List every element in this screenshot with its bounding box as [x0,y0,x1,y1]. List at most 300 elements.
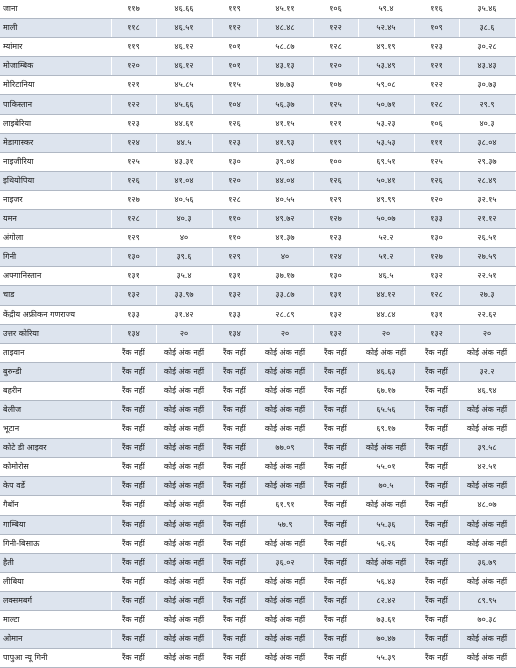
score-4-cell: ७०.३८ [459,611,515,630]
rank-1-cell: रैंक नहीं [111,553,156,572]
rank-2-cell: रैंक नहीं [212,343,257,362]
rank-3-cell: रैंक नहीं [313,343,358,362]
rank-3-cell: १२३ [313,229,358,248]
rank-1-cell: १३४ [111,324,156,343]
score-2-cell: कोई अंक नहीं [257,630,313,649]
score-3-cell: ४६.६३ [358,362,414,381]
rank-4-cell: ११६ [414,0,459,19]
rank-1-cell: १२२ [111,95,156,114]
rank-4-cell: १३२ [414,267,459,286]
country-name-cell: ओमान [0,630,111,649]
rank-2-cell: ११० [212,229,257,248]
score-2-cell: ५८.८७ [257,38,313,57]
rank-2-cell: १२६ [212,114,257,133]
country-name-cell: मेडागास्कर [0,133,111,152]
rank-1-cell: रैंक नहीं [111,591,156,610]
rank-1-cell: ११९ [111,38,156,57]
rank-3-cell: १३२ [313,324,358,343]
score-1-cell: कोई अंक नहीं [156,591,212,610]
rank-1-cell: १२१ [111,76,156,95]
score-1-cell: ४०.५६ [156,190,212,209]
rank-2-cell: ११५ [212,76,257,95]
table-row [0,458,515,477]
rank-2-cell: १३१ [212,267,257,286]
score-4-cell: ४२.५१ [459,458,515,477]
rank-2-cell: १२८ [212,190,257,209]
score-4-cell: २८.४९ [459,171,515,190]
rank-3-cell: १३० [313,267,358,286]
rank-2-cell: रैंक नहीं [212,362,257,381]
score-2-cell: ४० [257,248,313,267]
rank-3-cell: १३१ [313,286,358,305]
table-row [0,95,515,114]
rank-3-cell: १२१ [313,114,358,133]
score-2-cell: ३६.०२ [257,553,313,572]
score-1-cell: कोई अंक नहीं [156,515,212,534]
score-1-cell: ४६.१२ [156,38,212,57]
score-1-cell: ३५.४ [156,267,212,286]
rank-4-cell: १३३ [414,210,459,229]
rank-1-cell: रैंक नहीं [111,439,156,458]
rank-2-cell: रैंक नहीं [212,553,257,572]
country-name-cell: यमन [0,210,111,229]
country-name-cell: चाड [0,286,111,305]
score-3-cell: ८२.४२ [358,591,414,610]
country-name-cell: कोमोरोस [0,458,111,477]
score-2-cell: कोई अंक नहीं [257,458,313,477]
rank-2-cell: ११० [212,210,257,229]
score-2-cell: कोई अंक नहीं [257,381,313,400]
rank-3-cell: रैंक नहीं [313,591,358,610]
score-3-cell: ६५.५६ [358,400,414,419]
score-4-cell: २० [459,324,515,343]
score-2-cell: ४९.७२ [257,210,313,229]
score-2-cell: ७७.०९ [257,439,313,458]
score-4-cell: २२.५१ [459,267,515,286]
country-name-cell: नाइजर [0,190,111,209]
country-name-cell: लाइबेरिया [0,114,111,133]
country-name-cell: बुरुन्डी [0,362,111,381]
rank-4-cell: रैंक नहीं [414,381,459,400]
rank-3-cell: रैंक नहीं [313,649,358,668]
score-3-cell: ५६.२६ [358,534,414,553]
rank-3-cell: रैंक नहीं [313,515,358,534]
rank-1-cell: रैंक नहीं [111,649,156,668]
table-row [0,114,515,133]
rank-1-cell: रैंक नहीं [111,572,156,591]
score-4-cell: २९.९ [459,95,515,114]
score-1-cell: कोई अंक नहीं [156,477,212,496]
country-name-cell: पाकिस्तान [0,95,111,114]
rank-2-cell: ११९ [212,0,257,19]
rank-4-cell: रैंक नहीं [414,649,459,668]
rank-2-cell: १०४ [212,95,257,114]
country-name-cell: अफ्गानिस्तान [0,267,111,286]
rank-4-cell: १२३ [414,38,459,57]
score-3-cell: ५९.०८ [358,76,414,95]
table-row [0,267,515,286]
country-name-cell: केंद्रीय अफ्रीकन गणराज्य [0,305,111,324]
score-4-cell: २९.३७ [459,152,515,171]
score-3-cell: कोई अंक नहीं [358,553,414,572]
rank-3-cell: रैंक नहीं [313,477,358,496]
table-row [0,286,515,305]
score-4-cell: कोई अंक नहीं [459,630,515,649]
score-2-cell: ६१.९१ [257,496,313,515]
rank-3-cell: १२० [313,57,358,76]
rank-2-cell: ११२ [212,19,257,38]
score-4-cell: ४८.०७ [459,496,515,515]
rank-1-cell: रैंक नहीं [111,534,156,553]
table-row [0,76,515,95]
rank-3-cell: १०६ [313,0,358,19]
score-3-cell: ४४.८४ [358,305,414,324]
rank-4-cell: १३० [414,229,459,248]
rank-1-cell: १३१ [111,267,156,286]
score-3-cell: २० [358,324,414,343]
score-4-cell: ३५.४६ [459,0,515,19]
table-row [0,477,515,496]
table-row [0,572,515,591]
country-name-cell: गिनी-बिसाऊ [0,534,111,553]
score-2-cell: ४४.०४ [257,171,313,190]
table-row [0,630,515,649]
score-1-cell: कोई अंक नहीं [156,343,212,362]
rank-3-cell: रैंक नहीं [313,420,358,439]
score-1-cell: ४६.५१ [156,19,212,38]
score-4-cell: कोई अंक नहीं [459,477,515,496]
country-name-cell: गिनी [0,248,111,267]
rank-1-cell: रैंक नहीं [111,496,156,515]
rank-1-cell: १२६ [111,171,156,190]
rank-1-cell: ११७ [111,0,156,19]
rank-4-cell: १२१ [414,57,459,76]
score-4-cell: कोई अंक नहीं [459,649,515,668]
rank-2-cell: रैंक नहीं [212,572,257,591]
country-name-cell: गाम्बिया [0,515,111,534]
score-4-cell: ३९.५८ [459,439,515,458]
country-name-cell: इथियोपिया [0,171,111,190]
rank-3-cell: रैंक नहीं [313,534,358,553]
score-3-cell: ५६.४३ [358,572,414,591]
country-name-cell: गैबॉन [0,496,111,515]
rank-4-cell: रैंक नहीं [414,496,459,515]
rank-3-cell: १२८ [313,38,358,57]
score-4-cell: कोई अंक नहीं [459,572,515,591]
rank-1-cell: १३० [111,248,156,267]
score-3-cell: ५२.२ [358,229,414,248]
rank-4-cell: १३१ [414,305,459,324]
rank-1-cell: १२५ [111,152,156,171]
score-4-cell: २७.५९ [459,248,515,267]
score-3-cell: ४९.९९ [358,190,414,209]
table-row [0,0,515,19]
country-name-cell: माली [0,19,111,38]
score-2-cell: ५६.३७ [257,95,313,114]
rank-1-cell: रैंक नहीं [111,400,156,419]
rank-4-cell: १२६ [414,171,459,190]
rank-1-cell: रैंक नहीं [111,458,156,477]
score-1-cell: ४४.६१ [156,114,212,133]
score-1-cell: ४४.५ [156,133,212,152]
table-row [0,343,515,362]
score-3-cell: ५१.२ [358,248,414,267]
table-row [0,591,515,610]
rank-1-cell: १३३ [111,305,156,324]
rank-3-cell: १३२ [313,305,358,324]
score-4-cell: ३८.०४ [459,133,515,152]
rank-1-cell: १२९ [111,229,156,248]
table-row [0,210,515,229]
rank-1-cell: रैंक नहीं [111,515,156,534]
score-4-cell: ३०.७३ [459,76,515,95]
score-2-cell: कोई अंक नहीं [257,649,313,668]
table-row [0,57,515,76]
rank-2-cell: रैंक नहीं [212,591,257,610]
table-row [0,133,515,152]
score-1-cell: ४६.६६ [156,0,212,19]
rank-3-cell: रैंक नहीं [313,630,358,649]
table-row [0,229,515,248]
rank-4-cell: १०९ [414,19,459,38]
rank-4-cell: १२० [414,190,459,209]
score-2-cell: ४७.७३ [257,76,313,95]
score-2-cell: कोई अंक नहीं [257,343,313,362]
table-row [0,152,515,171]
score-3-cell: ५३.५३ [358,133,414,152]
score-4-cell: ३६.७९ [459,553,515,572]
score-2-cell: ४३.१३ [257,57,313,76]
country-name-cell: जाना [0,0,111,19]
score-2-cell: ३९.०४ [257,152,313,171]
score-2-cell: ३७.१७ [257,267,313,286]
score-2-cell: ४५.११ [257,0,313,19]
score-4-cell: ३०.२८ [459,38,515,57]
score-1-cell: कोई अंक नहीं [156,400,212,419]
score-3-cell: ४६.५ [358,267,414,286]
score-3-cell: कोई अंक नहीं [358,343,414,362]
score-3-cell: ५९.४ [358,0,414,19]
rank-2-cell: १०१ [212,57,257,76]
country-name-cell: माल्टा [0,611,111,630]
rank-1-cell: १३२ [111,286,156,305]
rank-2-cell: रैंक नहीं [212,400,257,419]
score-1-cell: २० [156,324,212,343]
rank-2-cell: १२३ [212,133,257,152]
score-4-cell: २६.५१ [459,229,515,248]
rank-2-cell: १३४ [212,324,257,343]
score-4-cell: कोई अंक नहीं [459,515,515,534]
score-3-cell: ५०.७१ [358,95,414,114]
score-2-cell: ४१.१५ [257,114,313,133]
score-4-cell: कोई अंक नहीं [459,400,515,419]
rank-2-cell: १३२ [212,286,257,305]
rank-2-cell: रैंक नहीं [212,420,257,439]
rank-1-cell: रैंक नहीं [111,477,156,496]
rank-2-cell: १२० [212,171,257,190]
table-row [0,248,515,267]
score-2-cell: ४१.३७ [257,229,313,248]
rank-2-cell: १३३ [212,305,257,324]
rank-3-cell: १२९ [313,190,358,209]
country-name-cell: लक्समबर्ग [0,591,111,610]
country-name-cell: मोरिटानिया [0,76,111,95]
rank-1-cell: रैंक नहीं [111,343,156,362]
rank-3-cell: रैंक नहीं [313,458,358,477]
score-3-cell: ६९.१७ [358,420,414,439]
score-2-cell: ४०.५५ [257,190,313,209]
score-2-cell: कोई अंक नहीं [257,477,313,496]
rank-3-cell: रैंक नहीं [313,553,358,572]
score-2-cell: ५७.९ [257,515,313,534]
country-name-cell: केप वर्डे [0,477,111,496]
country-name-cell: म्यांमार [0,38,111,57]
score-2-cell: कोई अंक नहीं [257,611,313,630]
score-1-cell: कोई अंक नहीं [156,649,212,668]
rank-1-cell: रैंक नहीं [111,630,156,649]
table-row [0,439,515,458]
score-1-cell: ४१.०४ [156,171,212,190]
score-1-cell: कोई अंक नहीं [156,362,212,381]
score-1-cell: कोई अंक नहीं [156,458,212,477]
score-2-cell: कोई अंक नहीं [257,362,313,381]
rank-3-cell: १२२ [313,19,358,38]
country-name-cell: भूटान [0,420,111,439]
rank-3-cell: रैंक नहीं [313,572,358,591]
table-row [0,190,515,209]
rank-4-cell: रैंक नहीं [414,630,459,649]
score-2-cell: ३३.८७ [257,286,313,305]
score-1-cell: ४५.६६ [156,95,212,114]
score-1-cell: ३९.६ [156,248,212,267]
score-2-cell: २८.८९ [257,305,313,324]
rank-3-cell: १०० [313,152,358,171]
rank-2-cell: १०१ [212,38,257,57]
rank-3-cell: रैंक नहीं [313,496,358,515]
rank-2-cell: रैंक नहीं [212,496,257,515]
score-3-cell: ५५.०१ [358,458,414,477]
rank-1-cell: ११८ [111,19,156,38]
rank-1-cell: रैंक नहीं [111,611,156,630]
score-2-cell: ४१.९३ [257,133,313,152]
rank-1-cell: १२८ [111,210,156,229]
country-name-cell: अंगोला [0,229,111,248]
table-row [0,400,515,419]
score-1-cell: कोई अंक नहीं [156,439,212,458]
score-2-cell: कोई अंक नहीं [257,591,313,610]
rank-4-cell: रैंक नहीं [414,439,459,458]
score-4-cell: ८९.९५ [459,591,515,610]
score-3-cell: ७०.५ [358,477,414,496]
rank-1-cell: रैंक नहीं [111,362,156,381]
rank-3-cell: १२७ [313,210,358,229]
table-row [0,649,515,668]
score-1-cell: कोई अंक नहीं [156,553,212,572]
score-2-cell: कोई अंक नहीं [257,572,313,591]
score-3-cell: ५५.३६ [358,515,414,534]
rank-3-cell: १२४ [313,248,358,267]
rank-4-cell: रैंक नहीं [414,458,459,477]
country-name-cell: नाइजीरिया [0,152,111,171]
score-1-cell: कोई अंक नहीं [156,496,212,515]
rank-3-cell: ११९ [313,133,358,152]
rank-4-cell: रैंक नहीं [414,400,459,419]
table-row [0,171,515,190]
rank-2-cell: रैंक नहीं [212,611,257,630]
rank-2-cell: रैंक नहीं [212,381,257,400]
score-3-cell: ५३.४९ [358,57,414,76]
score-1-cell: ४० [156,229,212,248]
rank-2-cell: १३० [212,152,257,171]
rank-3-cell: रैंक नहीं [313,439,358,458]
score-4-cell: २२.६२ [459,305,515,324]
rank-2-cell: रैंक नहीं [212,458,257,477]
score-3-cell: ४४.१२ [358,286,414,305]
rank-2-cell: रैंक नहीं [212,630,257,649]
rank-3-cell: रैंक नहीं [313,400,358,419]
score-3-cell: ५५.३९ [358,649,414,668]
score-1-cell: ४५.८५ [156,76,212,95]
rank-4-cell: १२५ [414,152,459,171]
country-name-cell: मोजाम्बिक [0,57,111,76]
score-4-cell: कोई अंक नहीं [459,534,515,553]
table-row [0,611,515,630]
table-row [0,496,515,515]
rank-2-cell: रैंक नहीं [212,477,257,496]
rank-2-cell: १२९ [212,248,257,267]
rank-1-cell: १२३ [111,114,156,133]
rank-4-cell: १०६ [414,114,459,133]
score-2-cell: कोई अंक नहीं [257,400,313,419]
country-name-cell: पापुआ न्यू गिनी [0,649,111,668]
rank-2-cell: रैंक नहीं [212,439,257,458]
rank-3-cell: रैंक नहीं [313,362,358,381]
score-4-cell: २१.१२ [459,210,515,229]
rank-1-cell: रैंक नहीं [111,420,156,439]
rank-4-cell: १३२ [414,324,459,343]
score-2-cell: ४८.४८ [257,19,313,38]
score-3-cell: ४९.१९ [358,38,414,57]
table-row [0,515,515,534]
score-4-cell: ४३.४३ [459,57,515,76]
table-row [0,305,515,324]
score-1-cell: कोई अंक नहीं [156,534,212,553]
rank-4-cell: रैंक नहीं [414,420,459,439]
rank-4-cell: रैंक नहीं [414,553,459,572]
rank-4-cell: रैंक नहीं [414,343,459,362]
rank-4-cell: १२७ [414,248,459,267]
rank-1-cell: १२४ [111,133,156,152]
rank-4-cell: १११ [414,133,459,152]
score-3-cell: ७०.४७ [358,630,414,649]
score-3-cell: कोई अंक नहीं [358,439,414,458]
score-1-cell: कोई अंक नहीं [156,611,212,630]
rank-3-cell: रैंक नहीं [313,611,358,630]
score-4-cell: २७.३ [459,286,515,305]
score-2-cell: कोई अंक नहीं [257,534,313,553]
country-name-cell: उत्तर कोरिया [0,324,111,343]
rank-1-cell: १२० [111,57,156,76]
rank-3-cell: १२६ [313,171,358,190]
score-1-cell: कोई अंक नहीं [156,381,212,400]
score-4-cell: कोई अंक नहीं [459,420,515,439]
country-name-cell: ताइवान [0,343,111,362]
rank-4-cell: रैंक नहीं [414,515,459,534]
score-3-cell: ५३.२३ [358,114,414,133]
score-4-cell: ३२.२ [459,362,515,381]
rank-4-cell: रैंक नहीं [414,591,459,610]
table-row [0,420,515,439]
